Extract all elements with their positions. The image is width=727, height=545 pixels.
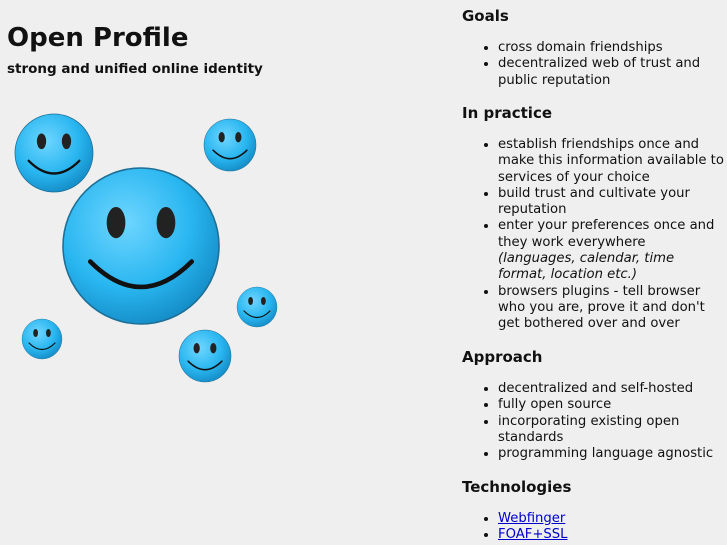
technologies-list (462, 511, 724, 544)
list-item: • decentralized and self-hosted (498, 381, 724, 397)
list-item-text: enter your preferences once and they work everywhere (498, 218, 715, 250)
in-practice-heading: In practice (462, 104, 553, 122)
list-item: • programming language agnostic (498, 446, 724, 462)
smiley-face-icon (15, 114, 93, 192)
smiley-face-icon (237, 287, 277, 327)
list-item: • decentralized web of trust and public reputation (498, 56, 724, 89)
list-item (498, 511, 724, 527)
approach-list (462, 381, 724, 462)
page-title: Open Profile (7, 23, 189, 53)
webfinger-link[interactable]: Webfinger (498, 511, 566, 526)
list-item: • build trust and cultivate your reputation (498, 186, 724, 219)
smiley-face-icon (179, 330, 231, 382)
list-item: • establish friendships once and make this information available to services of your choice (498, 137, 724, 186)
smiley-face-icon (63, 168, 219, 324)
smiley-face-icon (204, 119, 256, 171)
technologies-heading: Technologies (462, 478, 572, 496)
smiley-face-icon (22, 319, 62, 359)
approach-heading: Approach (462, 348, 543, 366)
smileys-illustration (0, 100, 300, 400)
list-item (498, 527, 724, 543)
in-practice-list (462, 137, 724, 333)
page-subtitle: strong and unified online identity (7, 61, 263, 77)
list-item (498, 218, 724, 283)
list-item: • browsers plugins - tell browser who you are, prove it and don't get bothered over and over (498, 284, 724, 333)
list-item: • cross domain friendships (498, 40, 724, 56)
list-item: • incorporating existing open standards (498, 414, 724, 447)
preferences-note: (languages, calendar, time format, location etc.) (498, 251, 675, 283)
goals-heading: Goals (462, 7, 509, 25)
list-item: • fully open source (498, 397, 724, 413)
goals-list (462, 40, 724, 89)
foaf-ssl-link[interactable]: FOAF+SSL (498, 527, 568, 543)
